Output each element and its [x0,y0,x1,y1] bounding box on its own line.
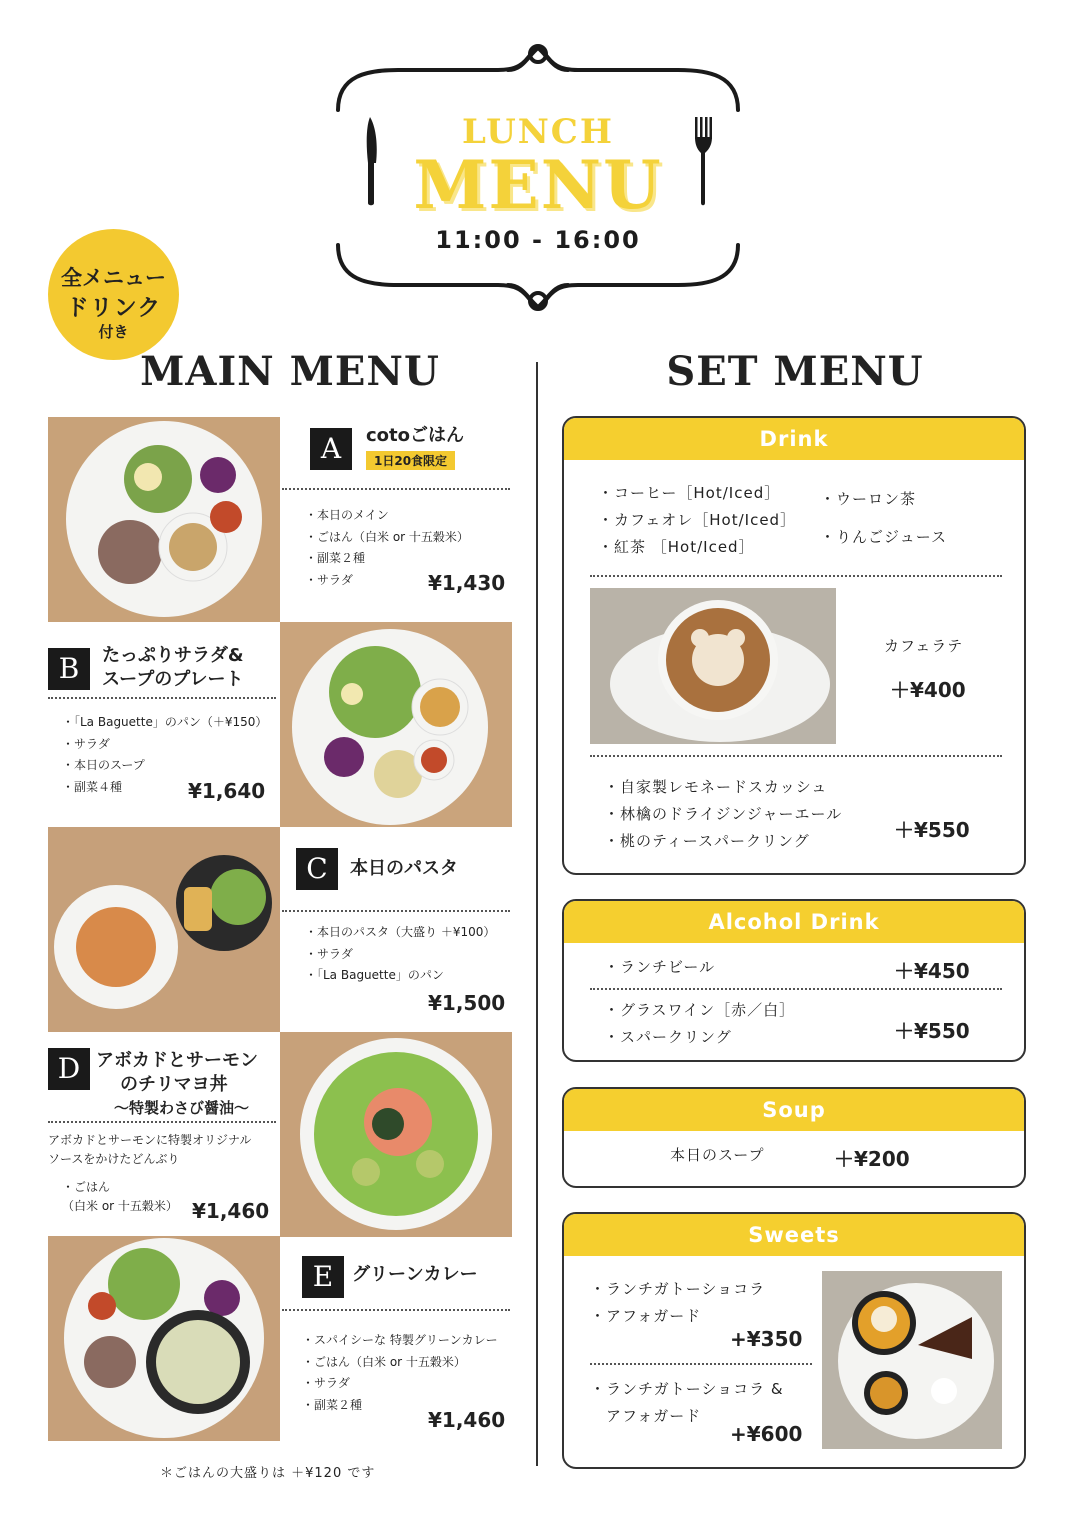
column-divider [536,362,538,1466]
sweets-divider [590,1363,812,1365]
item-d-title [96,1049,258,1097]
item-d-description-line: ソースをかけたどんぶり [48,1152,180,1166]
alcohol-divider [590,988,1002,990]
wine-list [604,997,795,1051]
cafe-latte-price: ＋¥400 [890,678,966,702]
wine-price: ＋¥550 [894,1019,970,1043]
item-b-detail: ・「La Baguette」のパン（＋¥150） [62,715,268,729]
item-a-limit-tag: 1日20食限定 [366,451,455,470]
sweets-combo-line: ・ランチガトーショコラ & [590,1380,784,1398]
soup-price: ＋¥200 [834,1147,910,1171]
lunch-beer: ・ランチビール [604,958,716,976]
sweets-item: ・ランチガトーショコラ [590,1280,766,1298]
drink-panel [562,416,1026,875]
item-d-details [62,1178,178,1216]
item-d-divider [48,1121,276,1123]
rice-upgrade-note: ＊ごはんの大盛りは ＋¥120 です [160,1466,376,1481]
item-a-photo [48,417,280,622]
item-c-detail: ・サラダ [305,946,353,961]
cafe-latte-name: カフェラテ [884,637,964,655]
item-e-price: ¥1,460 [428,1408,506,1432]
item-c-letter: C [296,848,338,890]
item-e-divider [282,1309,510,1311]
item-d-subtitle: 〜特製わさび醤油〜 [114,1099,250,1117]
sparkling-list [604,774,842,855]
alcohol-panel [562,899,1026,1062]
drink-item: ・カフェオレ［Hot/Iced］ [598,511,797,529]
item-a-divider [282,488,510,490]
drink-cold-list [820,480,947,556]
item-d-photo [280,1032,512,1237]
item-d-title-line: のチリマヨ丼 [120,1074,228,1095]
badge-line-1: 全メニュー [61,266,166,290]
item-a-detail: ・サラダ [305,572,353,587]
item-e-photo [48,1236,280,1441]
wine-item: ・グラスワイン［赤／白］ [604,1001,796,1019]
cafe-latte-photo [590,588,836,744]
item-b-detail: ・サラダ [62,736,110,751]
sweets-panel [562,1212,1026,1469]
sweets-price-single: +¥350 [730,1327,803,1351]
item-b-detail: ・本日のスープ [62,758,145,772]
drink-divider [590,755,1002,757]
drink-item: ・コーヒー［Hot/Iced］ [598,484,781,502]
sweets-item: ・アフォガード [590,1307,702,1325]
sparkling-item: ・林檎のドライジンジャーエール [604,805,843,823]
item-e-detail: ・スパイシーな 特製グリーンカレー [302,1333,498,1347]
opening-hours: 11:00 - 16:00 [435,226,641,254]
item-c-detail: ・「La Baguette」のパン [305,968,444,982]
soup-panel [562,1087,1026,1188]
item-a-detail: ・本日のメイン [305,508,389,522]
item-d-description-line: アボカドとサーモンに特製オリジナル [48,1133,252,1147]
item-b-title [102,644,244,692]
item-a-detail: ・副菜２種 [305,551,366,565]
sparkling-item: ・桃のティースパークリング [604,832,810,850]
menu-heading: MENU [413,146,663,224]
item-e-detail: ・ごはん（白米 or 十五穀米） [302,1354,466,1369]
item-d-detail: （白米 or 十五穀米） [62,1199,178,1213]
sweets-price-combo: +¥600 [730,1422,803,1446]
item-b-divider [48,697,276,699]
item-c-title: 本日のパスタ [350,858,458,879]
item-c-photo [48,827,280,1032]
sparkling-item: ・自家製レモネードスカッシュ [604,778,828,796]
lunch-beer-price: ＋¥450 [894,959,970,983]
item-e-letter: E [302,1256,344,1298]
item-e-detail: ・副菜２種 [302,1397,363,1412]
drink-divider [590,575,1002,577]
main-menu-title: MAIN MENU [140,348,440,395]
drink-item: ・りんごジュース [820,528,947,546]
lunch-heading: LUNCH [462,112,614,152]
drink-hot-list [598,480,796,561]
sweets-panel-header: Sweets [564,1214,1024,1256]
item-b-title-line: スープのプレート [102,669,244,690]
item-a-title: cotoごはん [366,425,465,446]
drink-item: ・紅茶 ［Hot/Iced］ [598,538,755,556]
item-e-details [302,1330,498,1416]
sweets-combo-line: アフォガード [606,1407,702,1425]
item-d-detail: ・ごはん [62,1180,111,1194]
sparkling-price: ＋¥550 [894,818,970,842]
item-b-detail: ・副菜４種 [62,779,123,794]
soup-name: 本日のスープ [670,1146,765,1164]
sweets-list [590,1276,765,1330]
badge-line-2: ドリンク [65,295,162,321]
wine-item: ・スパークリング [604,1028,732,1046]
item-e-title: グリーンカレー [352,1264,478,1285]
alcohol-panel-header: Alcohol Drink [564,901,1024,943]
item-d-letter: D [48,1048,90,1090]
soup-panel-header: Soup [564,1089,1024,1131]
drink-included-badge [48,229,179,360]
item-c-detail: ・本日のパスタ（大盛り ＋¥100） [305,925,496,939]
item-c-details [305,922,495,987]
item-b-photo [280,622,512,827]
item-e-detail: ・サラダ [302,1376,350,1390]
item-a-letter: A [310,428,352,470]
item-b-title-line: たっぷりサラダ& [102,645,244,666]
badge-line-3: 付き [98,323,129,341]
item-b-price: ¥1,640 [188,779,266,803]
drink-item: ・ウーロン茶 [820,490,917,508]
item-c-price: ¥1,500 [428,991,506,1015]
item-c-divider [282,910,510,912]
item-d-description [48,1131,251,1169]
item-d-title-line: アボカドとサーモン [96,1050,258,1071]
item-d-price: ¥1,460 [192,1199,270,1223]
item-b-letter: B [48,648,90,690]
drink-panel-header: Drink [564,418,1024,460]
sweets-photo [822,1271,1002,1449]
item-a-price: ¥1,430 [428,571,506,595]
item-a-detail: ・ごはん（白米 or 十五穀米） [305,529,469,544]
set-menu-title: SET MENU [666,348,924,395]
